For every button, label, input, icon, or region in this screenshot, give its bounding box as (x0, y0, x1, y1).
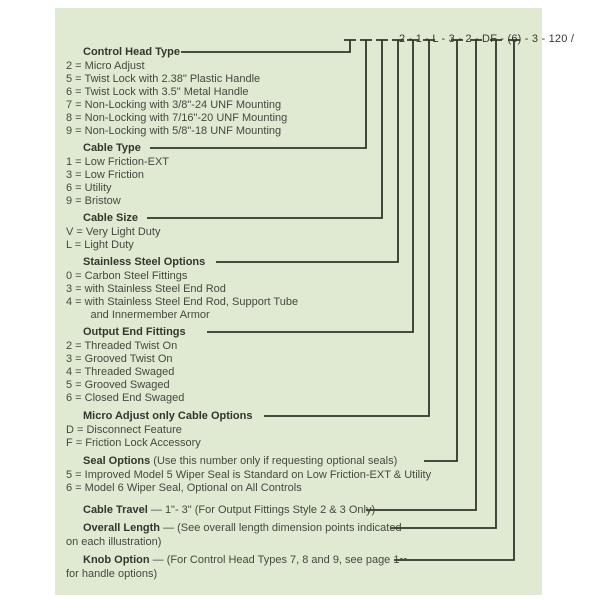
section-title-text: Cable Travel (83, 504, 148, 516)
section-title (83, 522, 496, 535)
section-cable-size (66, 212, 496, 252)
section-output-end-fittings (66, 326, 496, 405)
section-item: 1 = Low Friction-EXT (66, 156, 170, 168)
section-item: 6 = Twist Lock with 3.5" Metal Handle (66, 86, 249, 98)
section-item: 3 = Low Friction (66, 169, 144, 181)
section-title (83, 455, 496, 468)
section-item: and Innermember Armor (66, 309, 210, 321)
section-title (83, 326, 496, 339)
section-title-text: Seal Options (83, 455, 151, 467)
section-title-suffix: — (For Control Head Types 7, 8 and 9, see page 1•• (149, 554, 408, 566)
section-cable-type (66, 142, 496, 208)
section-item: 6 = Utility (66, 182, 112, 194)
section-item: 6 = Closed End Swaged (66, 392, 185, 404)
section-title-text: Output End Fittings (83, 326, 186, 338)
section-item: 2 = Threaded Twist On (66, 340, 178, 352)
section-title-text: Micro Adjust only Cable Options (83, 410, 253, 422)
section-knob-option (66, 554, 496, 581)
section-item: V = Very Light Duty (66, 226, 161, 238)
section-item: 4 = with Stainless Steel End Rod, Support Tube (66, 296, 299, 308)
section-item: F = Friction Lock Accessory (66, 437, 201, 449)
section-title-suffix: — (See overall length dimension points indicated (160, 522, 402, 534)
section-item: for handle options) (66, 568, 158, 580)
section-item: 3 = with Stainless Steel End Rod (66, 283, 226, 295)
section-title (83, 410, 496, 423)
section-seal-options (66, 455, 496, 495)
section-micro-adjust-only-cable-options (66, 410, 496, 450)
section-item: 0 = Carbon Steel Fittings (66, 270, 188, 282)
section-item: 5 = Improved Model 5 Wiper Seal is Standard on Low Friction-EXT & Utility (66, 469, 432, 481)
section-item: 6 = Model 6 Wiper Seal, Optional on All Controls (66, 482, 302, 494)
section-item: 2 = Micro Adjust (66, 60, 145, 72)
section-item: 5 = Grooved Swaged (66, 379, 170, 391)
section-title-suffix: — 1"- 3" (For Output Fittings Style 2 & 3 Only) (147, 504, 376, 516)
section-cable-travel (66, 504, 496, 518)
section-stainless-steel-options (66, 256, 496, 322)
section-title-text: Overall Length (83, 522, 161, 534)
section-overall-length (66, 522, 496, 549)
section-control-head-type (66, 46, 496, 138)
section-title-suffix: (Use this number only if requesting optional seals) (150, 455, 398, 467)
section-title-text: Cable Type (83, 142, 141, 154)
section-title-text: Stainless Steel Options (83, 256, 206, 268)
section-item: 5 = Twist Lock with 2.38" Plastic Handle (66, 73, 261, 85)
section-item: 9 = Bristow (66, 195, 121, 207)
section-title (83, 554, 496, 567)
section-item: L = Light Duty (66, 239, 134, 251)
section-title (83, 46, 496, 59)
section-title-text: Knob Option (83, 554, 150, 566)
part-number: 2 - 1 - L - 3 - 2 - DF - (6) - 3 - 120 / (399, 33, 575, 45)
section-title (83, 142, 496, 155)
section-title-text: Control Head Type (83, 46, 180, 58)
section-item: D = Disconnect Feature (66, 424, 182, 436)
section-title-text: Cable Size (83, 212, 139, 224)
section-title (83, 212, 496, 225)
section-title (83, 256, 496, 269)
section-item: 4 = Threaded Swaged (66, 366, 175, 378)
section-item: 9 = Non-Locking with 5/8"-18 UNF Mounting (66, 125, 282, 137)
section-item: 7 = Non-Locking with 3/8"-24 UNF Mounting (66, 99, 282, 111)
section-item: 3 = Grooved Twist On (66, 353, 173, 365)
section-title (83, 504, 496, 517)
section-item: on each illustration) (66, 536, 162, 548)
section-item: 8 = Non-Locking with 7/16"-20 UNF Mounting (66, 112, 288, 124)
